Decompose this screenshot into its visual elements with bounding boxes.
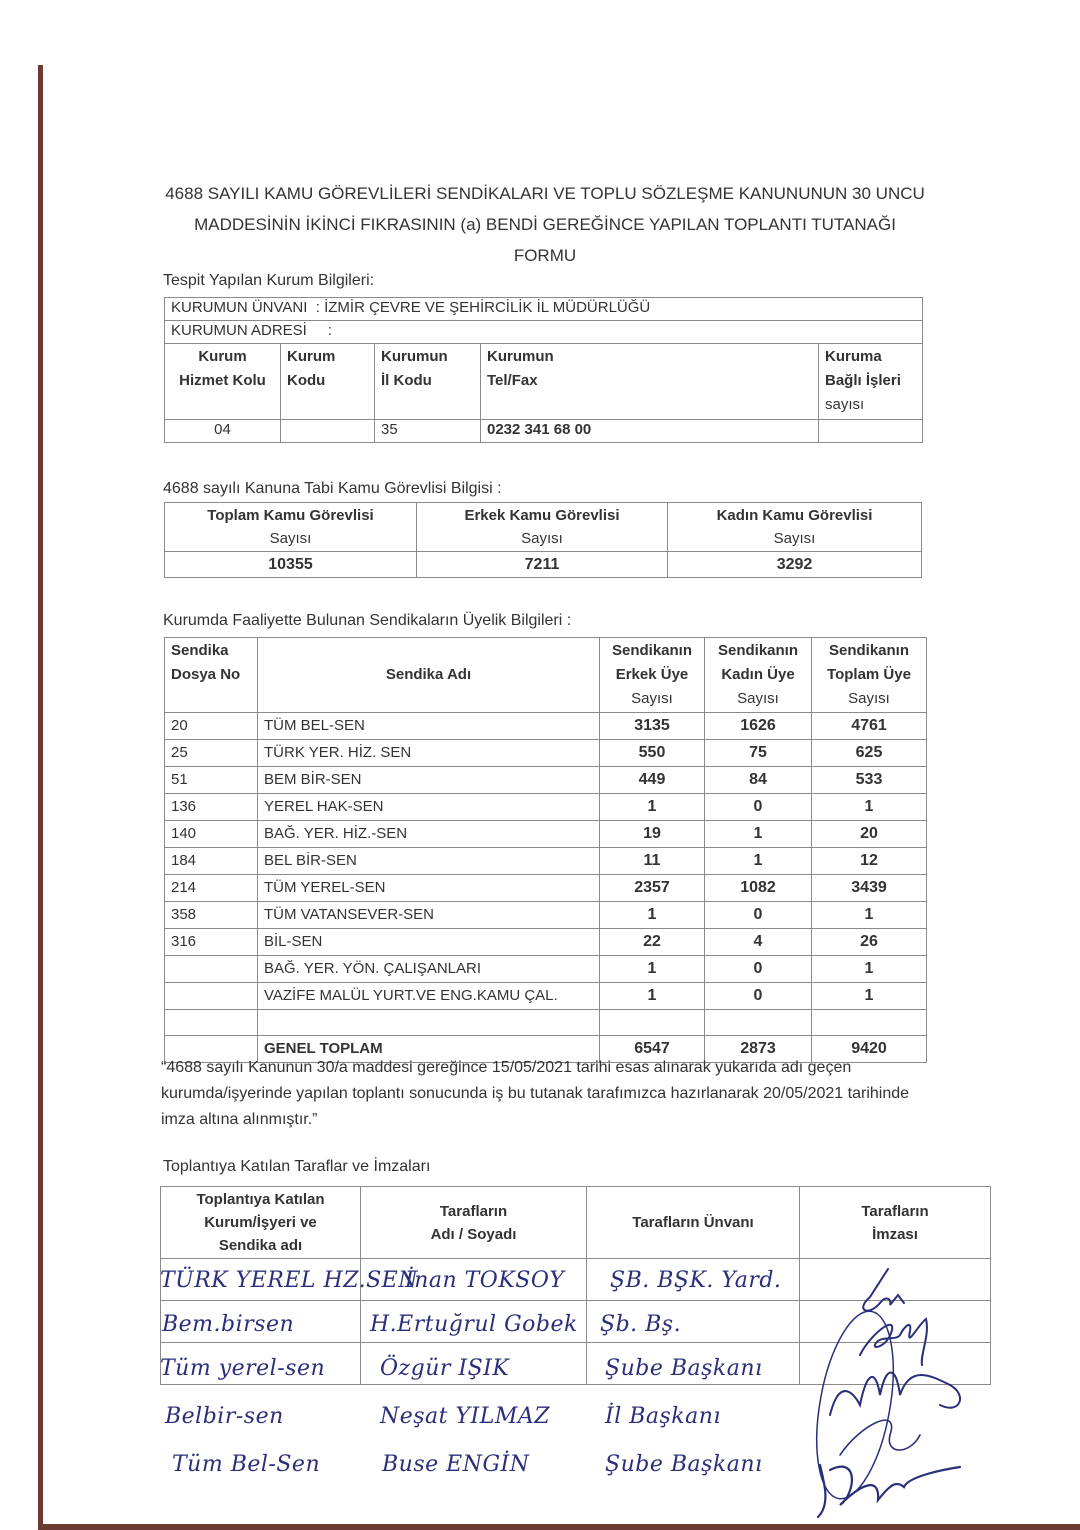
union-total: 12 bbox=[812, 848, 927, 875]
total-officers-value: 10355 bbox=[165, 552, 417, 578]
party-title: İl Başkanı bbox=[605, 1404, 721, 1429]
union-file-no: 51 bbox=[165, 767, 258, 794]
header-institution-code: Kurum Kodu bbox=[281, 344, 375, 420]
union-female bbox=[705, 1010, 812, 1036]
document-title bbox=[160, 178, 930, 271]
header-tel-fax: Kurumun Tel/Fax bbox=[481, 344, 819, 420]
institution-address-cell bbox=[165, 321, 923, 344]
union-female: 0 bbox=[705, 902, 812, 929]
institution-code-value bbox=[281, 420, 375, 443]
union-male: 1 bbox=[600, 794, 705, 821]
union-total bbox=[812, 1010, 927, 1036]
affiliated-works-value bbox=[819, 420, 923, 443]
union-name: BEL BİR-SEN bbox=[258, 848, 600, 875]
party-org: TÜRK YEREL HZ.SEN bbox=[160, 1268, 418, 1293]
union-file-no: 25 bbox=[165, 740, 258, 767]
union-file-no: 214 bbox=[165, 875, 258, 902]
party-title: Şube Başkanı bbox=[605, 1356, 763, 1381]
party-title: Şb. Bş. bbox=[600, 1312, 682, 1337]
header-total-members: Sendikanın Toplam Üye Sayısı bbox=[812, 638, 927, 713]
party-name: Neşat YILMAZ bbox=[380, 1404, 551, 1429]
union-total: 3439 bbox=[812, 875, 927, 902]
party-name: Özgür IŞIK bbox=[380, 1356, 510, 1381]
union-male: 1 bbox=[600, 956, 705, 983]
signature-3-icon bbox=[830, 1373, 960, 1416]
table-row bbox=[165, 767, 927, 794]
union-female: 0 bbox=[705, 794, 812, 821]
union-total: 1 bbox=[812, 794, 927, 821]
header-affiliated-works: Kuruma Bağlı İşleri sayısı bbox=[819, 344, 923, 420]
title-line-3: FORMU bbox=[513, 246, 577, 265]
union-male: 3135 bbox=[600, 713, 705, 740]
union-name: TÜM VATANSEVER-SEN bbox=[258, 902, 600, 929]
union-male bbox=[600, 1010, 705, 1036]
union-file-no bbox=[165, 956, 258, 983]
table-row bbox=[165, 713, 927, 740]
party-org: Tüm Bel-Sen bbox=[172, 1452, 321, 1477]
table-row bbox=[165, 983, 927, 1010]
union-male: 19 bbox=[600, 821, 705, 848]
header-party-title: Tarafların Ünvanı bbox=[587, 1187, 800, 1259]
union-name: BAĞ. YER. YÖN. ÇALIŞANLARI bbox=[258, 956, 600, 983]
union-male: 550 bbox=[600, 740, 705, 767]
party-title: ŞB. BŞK. Yard. bbox=[610, 1268, 782, 1293]
header-union-name: Sendika Adı bbox=[258, 638, 600, 713]
header-file-no: Sendika Dosya No bbox=[165, 638, 258, 713]
union-name: VAZİFE MALÜL YURT.VE ENG.KAMU ÇAL. bbox=[258, 983, 600, 1010]
union-male: 449 bbox=[600, 767, 705, 794]
unions-table bbox=[164, 637, 927, 1063]
institution-section-label: Tespit Yapılan Kurum Bilgileri: bbox=[163, 272, 375, 289]
union-female: 75 bbox=[705, 740, 812, 767]
header-male-members: Sendikanın Erkek Üye Sayısı bbox=[600, 638, 705, 713]
party-name: İnan TOKSOY bbox=[405, 1268, 565, 1293]
header-party-name: Tarafların Adı / Soyadı bbox=[361, 1187, 587, 1259]
union-total: 4761 bbox=[812, 713, 927, 740]
party-org: Bem.birsen bbox=[162, 1312, 295, 1337]
header-party-org: Toplantıya Katılan Kurum/İşyeri ve Sendika adı bbox=[161, 1187, 361, 1259]
union-file-no: 20 bbox=[165, 713, 258, 740]
institution-address-label: KURUMUN ADRESİ bbox=[171, 322, 307, 339]
table-row bbox=[165, 848, 927, 875]
institution-name-label: KURUMUN ÜNVANI bbox=[171, 299, 308, 316]
union-file-no: 140 bbox=[165, 821, 258, 848]
table-row bbox=[165, 794, 927, 821]
institution-table bbox=[164, 297, 923, 443]
signature-5-icon bbox=[818, 1465, 960, 1517]
header-male-officers: Erkek Kamu Görevlisi Sayısı bbox=[417, 503, 668, 552]
signatures-graphic bbox=[800, 1255, 1000, 1525]
header-female-officers: Kadın Kamu Görevlisi Sayısı bbox=[668, 503, 922, 552]
province-code-value: 35 bbox=[375, 420, 481, 443]
grand-total-total: 9420 bbox=[812, 1036, 927, 1063]
table-row bbox=[165, 740, 927, 767]
union-male: 1 bbox=[600, 983, 705, 1010]
table-row bbox=[165, 902, 927, 929]
union-female: 1 bbox=[705, 848, 812, 875]
party-org: Tüm yerel-sen bbox=[160, 1356, 326, 1381]
party-name: H.Ertuğrul Gobek bbox=[370, 1312, 578, 1337]
union-total: 1 bbox=[812, 983, 927, 1010]
union-female: 1082 bbox=[705, 875, 812, 902]
union-male: 2357 bbox=[600, 875, 705, 902]
institution-name-value: : İZMİR ÇEVRE VE ŞEHİRCİLİK İL MÜDÜRLÜĞÜ bbox=[315, 299, 651, 316]
union-male: 1 bbox=[600, 902, 705, 929]
header-female-members: Sendikanın Kadın Üye Sayısı bbox=[705, 638, 812, 713]
header-total-officers: Toplam Kamu Görevlisi Sayısı bbox=[165, 503, 417, 552]
title-line-1: 4688 SAYILI KAMU GÖREVLİLERİ SENDİKALARI VE TOPLU SÖZLEŞME KANUNUNUN 30 UNCU bbox=[165, 184, 925, 203]
union-female: 84 bbox=[705, 767, 812, 794]
header-province-code: Kurumun İl Kodu bbox=[375, 344, 481, 420]
title-line-2: MADDESİNİN İKİNCİ FIKRASININ (a) BENDİ GEREĞİNCE YAPILAN TOPLANTI TUTANAĞI bbox=[194, 215, 896, 234]
union-total: 1 bbox=[812, 902, 927, 929]
union-name: TÜRK YER. HİZ. SEN bbox=[258, 740, 600, 767]
table-row bbox=[165, 821, 927, 848]
union-total: 533 bbox=[812, 767, 927, 794]
parties-section-label: Toplantıya Katılan Taraflar ve İmzaları bbox=[163, 1158, 431, 1175]
union-file-no bbox=[165, 983, 258, 1010]
union-file-no: 136 bbox=[165, 794, 258, 821]
union-file-no: 316 bbox=[165, 929, 258, 956]
grand-total-label: GENEL TOPLAM bbox=[258, 1036, 600, 1063]
officers-section-label: 4688 sayılı Kanuna Tabi Kamu Görevlisi Bilgisi : bbox=[163, 480, 502, 497]
header-party-signature: Tarafların İmzası bbox=[800, 1187, 991, 1259]
union-male: 11 bbox=[600, 848, 705, 875]
union-female: 1 bbox=[705, 821, 812, 848]
union-total: 26 bbox=[812, 929, 927, 956]
table-row bbox=[165, 875, 927, 902]
union-file-no: 184 bbox=[165, 848, 258, 875]
table-row bbox=[165, 956, 927, 983]
union-name: BİL-SEN bbox=[258, 929, 600, 956]
union-name: BEM BİR-SEN bbox=[258, 767, 600, 794]
union-female: 0 bbox=[705, 983, 812, 1010]
union-name: BAĞ. YER. HİZ.-SEN bbox=[258, 821, 600, 848]
union-name: TÜM YEREL-SEN bbox=[258, 875, 600, 902]
union-total: 1 bbox=[812, 956, 927, 983]
union-male: 22 bbox=[600, 929, 705, 956]
service-branch-value: 04 bbox=[165, 420, 281, 443]
party-name: Buse ENGİN bbox=[382, 1452, 530, 1477]
union-total: 20 bbox=[812, 821, 927, 848]
union-female: 1626 bbox=[705, 713, 812, 740]
officers-table bbox=[164, 502, 922, 578]
grand-total-female: 2873 bbox=[705, 1036, 812, 1063]
grand-total-male: 6547 bbox=[600, 1036, 705, 1063]
institution-address-value: : bbox=[327, 322, 332, 339]
union-name bbox=[258, 1010, 600, 1036]
union-name: YEREL HAK-SEN bbox=[258, 794, 600, 821]
statement-paragraph: “4688 sayılı Kanunun 30/a maddesi gereğince 15/05/2021 tarihi esas alınarak yukarıda adı geçen kurumda/işyerinde yapılan toplantı sonucunda iş bu tutanak tarafımızca hazırlanarak 20/05/2021 tarihinde imza altına alınmıştır.” bbox=[161, 1059, 910, 1128]
signature-1-icon bbox=[863, 1269, 904, 1311]
female-officers-value: 3292 bbox=[668, 552, 922, 578]
union-name: TÜM BEL-SEN bbox=[258, 713, 600, 740]
union-file-no: 358 bbox=[165, 902, 258, 929]
table-row-empty bbox=[165, 1010, 927, 1036]
header-service-branch: Kurum Hizmet Kolu bbox=[165, 344, 281, 420]
party-org: Belbir-sen bbox=[165, 1404, 284, 1429]
tel-fax-value: 0232 341 68 00 bbox=[481, 420, 819, 443]
union-female: 4 bbox=[705, 929, 812, 956]
union-total: 625 bbox=[812, 740, 927, 767]
party-title: Şube Başkanı bbox=[605, 1452, 763, 1477]
male-officers-value: 7211 bbox=[417, 552, 668, 578]
unions-section-label: Kurumda Faaliyette Bulunan Sendikaların Üyelik Bilgileri : bbox=[163, 612, 572, 629]
union-female: 0 bbox=[705, 956, 812, 983]
institution-name-cell bbox=[165, 298, 923, 321]
table-row bbox=[165, 929, 927, 956]
union-file-no bbox=[165, 1010, 258, 1036]
